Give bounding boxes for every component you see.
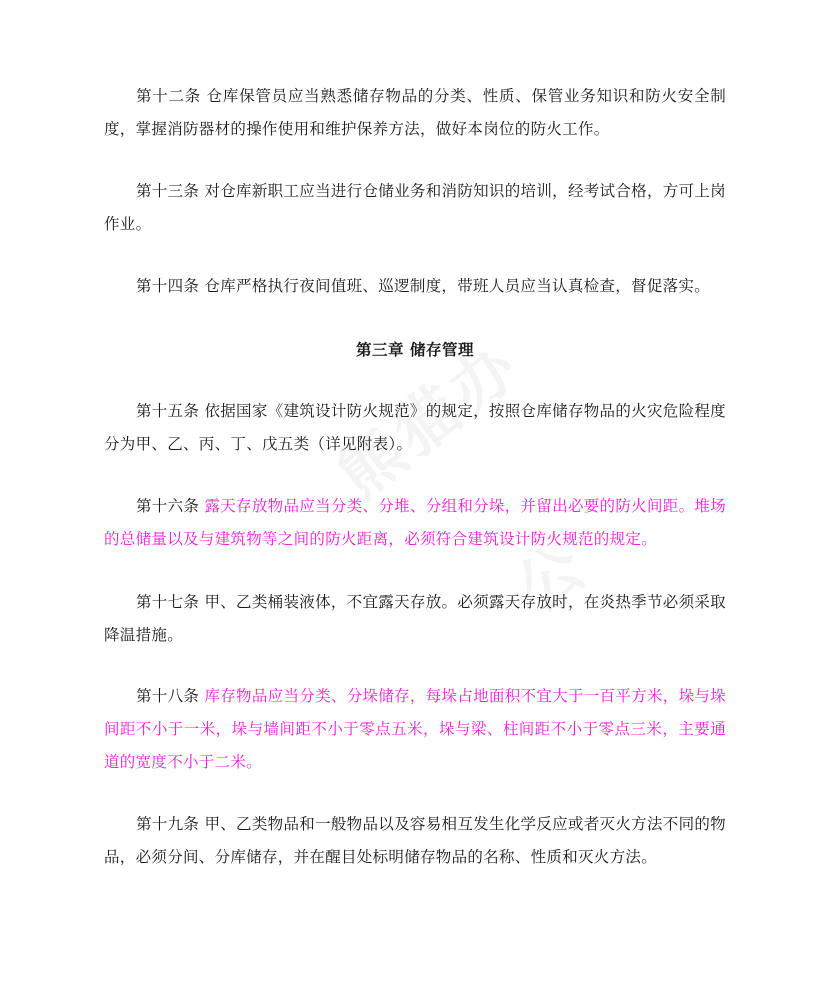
article-16 (104, 490, 726, 556)
article-18-body: 库存物品应当分类、分垛储存，每垛占地面积不宜大于一百平方米，垛与垛间距不小于一米，垛与墙间距不小于零点五米，垛与梁、柱间距不小于零点三米，主要通道的宽度不小于二米。 (104, 687, 726, 771)
article-16-body: 露天存放物品应当分类、分堆、分组和分垛，并留出必要的防火间距。堆场的总储量以及与建筑物等之间的防火距离，必须符合建筑设计防火规范的规定。 (104, 497, 726, 548)
article-14: 第十四条 仓库严格执行夜间值班、巡逻制度，带班人员应当认真检查，督促落实。 (136, 277, 711, 295)
article-17: 第十七条 甲、乙类桶装液体，不宜露天存放。必须露天存放时，在炎热季节必须采取降温措施。 (104, 593, 726, 644)
article-15: 第十五条 依据国家《建筑设计防火规范》的规定，按照仓库储存物品的火灾危险程度分为甲、乙、丙、丁、戊五类（详见附表）。 (104, 402, 726, 453)
article-18 (104, 680, 726, 779)
article-19: 第十九条 甲、乙类物品和一般物品以及容易相互发生化学反应或者灭火方法不同的物品，必须分间、分库储存，并在醒目处标明储存物品的名称、性质和灭火方法。 (104, 815, 726, 866)
article-12: 第十二条 仓库保管员应当熟悉储存物品的分类、性质、保管业务知识和防火安全制度，掌握消防器材的操作使用和维护保养方法，做好本岗位的防火工作。 (104, 87, 726, 138)
chapter-title: 第三章 储存管理 (356, 341, 474, 359)
article-18-label: 第十八条 (136, 687, 205, 705)
article-16-label: 第十六条 (136, 497, 205, 515)
article-13: 第十三条 对仓库新职工应当进行仓储业务和消防知识的培训，经考试合格，方可上岗作业。 (104, 182, 726, 233)
